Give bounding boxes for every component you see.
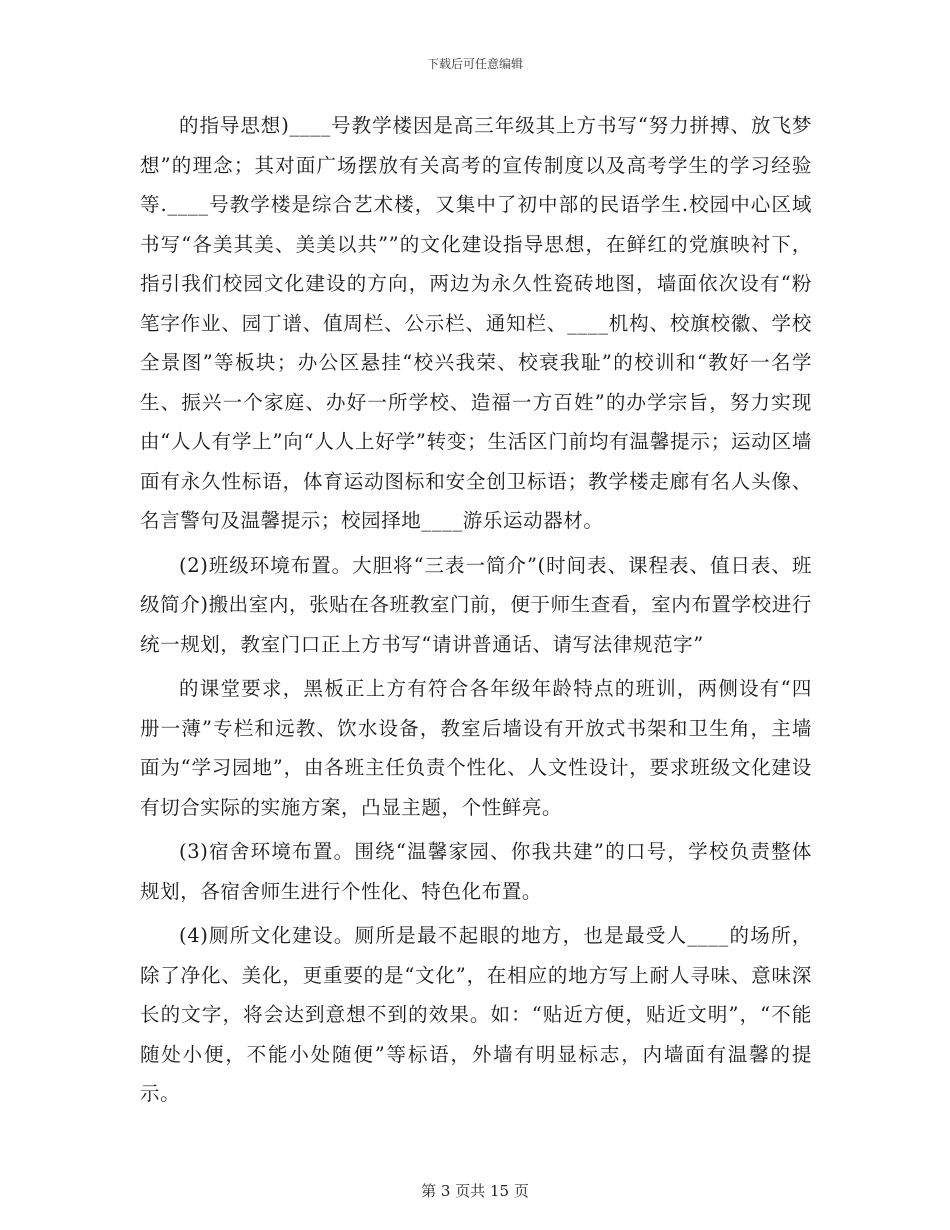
paragraph-campus-environment: 的指导思想)____号教学楼因是高三年级其上方书写“努力拼搏、放飞梦想”的理念；其对面广场摆放有关高考的宣传制度以及高考学生的学习经验等.____号教学楼是综合艺术楼，又集中了初中部的民语学生.校园中心区域书写“各美其美、美美以共””的文化建设指导思想，在鲜红的党旗映衬下，指引我们校园文化建设的方向，两边为永久性瓷砖地图，墙面依次设有“粉笔字作业、园丁谱、值周栏、公示栏、通知栏、____机构、校旗校徽、学校全景图”等板块；办公区悬挂“校兴我荣、校衰我耻”的校训和“教好一名学生、振兴一个家庭、办好一所学校、造福一方百姓”的办学宗旨，努力实现由“人人有学上”向“人人上好学”转变；生活区门前均有温馨提示；运动区墙面有永久性标语，体育运动图标和安全创卫标语；教学楼走廊有名人头像、名言警句及温馨提示；校园择地____游乐运动器材。	[140, 114, 812, 532]
page-header: 下载后可任意编辑	[426, 57, 523, 71]
document-body	[140, 106, 812, 1119]
paragraph-dormitory-environment: (3)宿舍环境布置。围绕“温馨家园、你我共建”的口号，学校负责整体规划，各宿舍师生进行个性化、特色化布置。	[140, 840, 812, 903]
page-number-footer: 第 3 页共 15 页	[421, 1182, 529, 1200]
paragraph-restroom-culture: (4)厕所文化建设。厕所是最不起眼的地方，也是最受人____的场所，除了净化、美化，更重要的是“文化”，在相应的地方写上耐人寻味、意味深长的文字，将会达到意想不到的效果。如：“贴近方便，贴近文明”，“不能随处小便，不能小处随便”等标语，外墙有明显标志，内墙面有温馨的提示。	[140, 924, 812, 1105]
paragraph-class-environment: (2)班级环境布置。大胆将“三表一简介”(时间表、课程表、值日表、班级简介)搬出室内，张贴在各班教室门前，便于师生查看，室内布置学校进行统一规划，教室门口正上方书写“请讲普通话、请写法律规范字”	[140, 553, 812, 656]
paragraph-classroom-requirements: 的课堂要求，黑板正上方有符合各年级年龄特点的班训，两侧设有“四册一薄”专栏和远教、饮水设备，教室后墙设有开放式书架和卫生角，主墙面为“学习园地”，由各班主任负责个性化、人文性设计，要求班级文化建设有切合实际的实施方案，凸显主题，个性鲜亮。	[140, 677, 812, 819]
